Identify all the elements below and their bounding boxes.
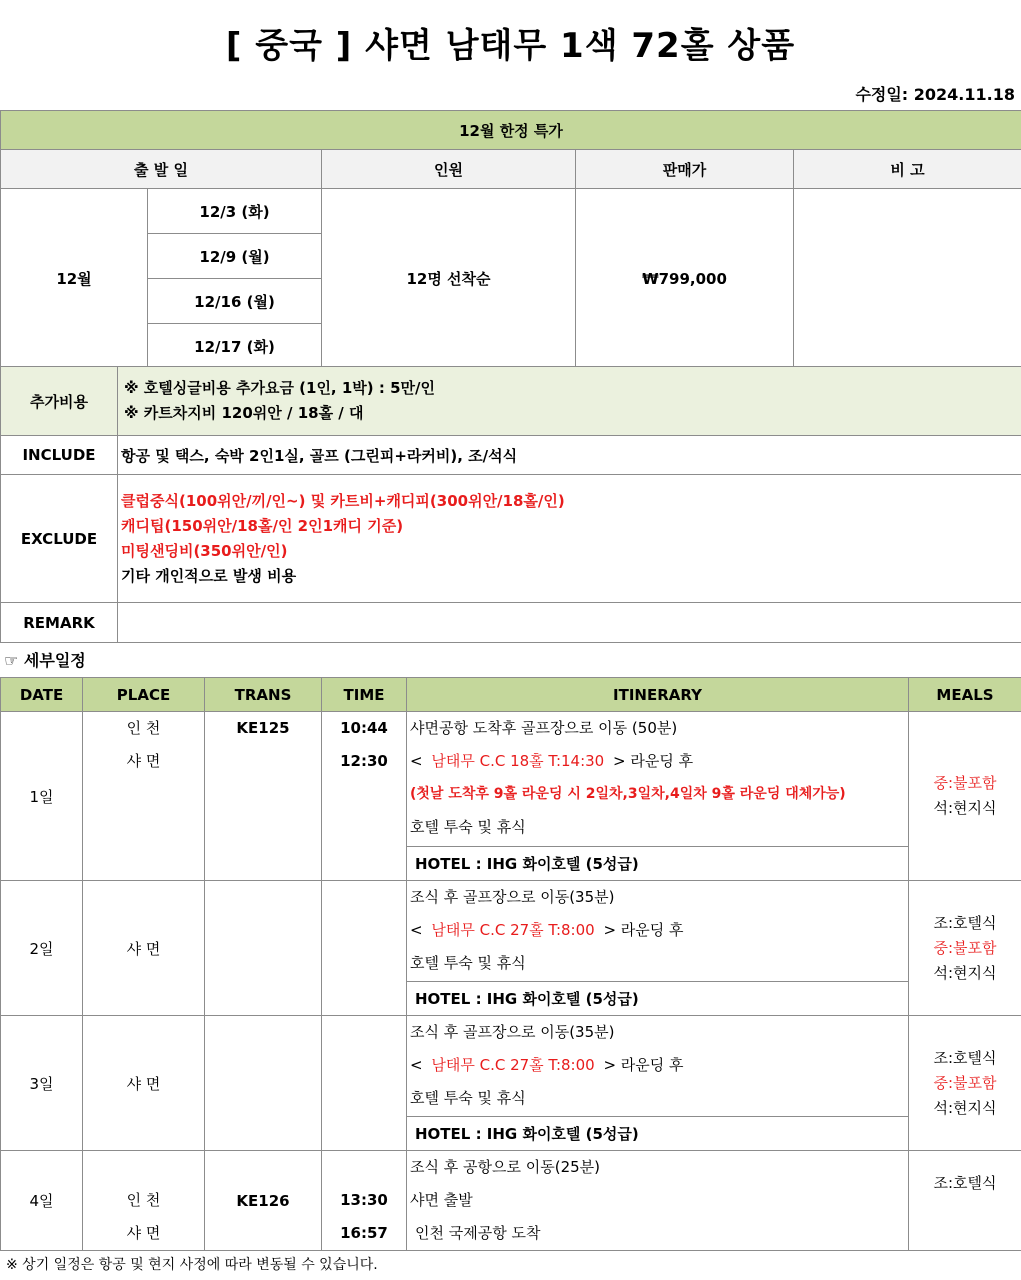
col-note: 비 고 [794, 150, 1021, 189]
day-time [322, 1151, 407, 1251]
extra-cost-text [118, 367, 1021, 436]
itin-golf-course: 남태무 C.C 27홀 T:8:00 [431, 921, 595, 939]
time-line: 16:57 [340, 1224, 388, 1242]
day-label: 3일 [1, 1016, 83, 1151]
place-line: 샤 면 [126, 752, 161, 770]
itin-bracket: < [410, 921, 423, 939]
promo-people: 12명 선착순 [322, 189, 576, 369]
exclude-label: EXCLUDE [1, 475, 118, 603]
itin-line: 인천 국제공항 도착 [415, 1224, 541, 1242]
day-place [83, 1151, 205, 1251]
extra-cost-line: ※ 호텔싱글비용 추가요금 (1인, 1박) : 5만/인 [124, 379, 435, 397]
itin-line: 호텔 투숙 및 휴식 [410, 1089, 526, 1107]
itin-golf-line [410, 1049, 908, 1082]
include-label: INCLUDE [1, 436, 118, 475]
day-meals [909, 1151, 1021, 1251]
place-line: 샤 면 [126, 1224, 161, 1242]
col-people: 인원 [322, 150, 576, 189]
day-itinerary [407, 881, 909, 982]
day-meals [909, 712, 1021, 881]
time-line: 13:30 [340, 1191, 388, 1209]
exclude-line: 기타 개인적으로 발생 비용 [121, 566, 297, 585]
extra-cost-line: ※ 카트차지비 120위안 / 18홀 / 대 [124, 404, 364, 422]
itin-golf-after: > 라운딩 후 [603, 1056, 684, 1074]
col-meals: MEALS [909, 678, 1021, 712]
day-label: 4일 [1, 1151, 83, 1251]
itin-golf-line [410, 745, 908, 778]
col-itinerary: ITINERARY [407, 678, 909, 712]
flight-code: KE126 [236, 1191, 290, 1210]
meal-line: 석:현지식 [933, 799, 997, 817]
day-place: 샤 면 [83, 881, 205, 1016]
promo-month: 12월 [1, 189, 148, 369]
time-line: 10:44 [340, 719, 388, 737]
exclude-text [118, 475, 1021, 603]
promo-header: 12월 한정 특가 [1, 111, 1021, 150]
departure-date: 12/17 (화) [148, 324, 322, 369]
meal-line: 중:불포함 [933, 774, 997, 792]
itin-golf-after: > 라운딩 후 [613, 752, 694, 770]
place-line: 인 천 [126, 1191, 161, 1209]
day-trans [205, 712, 322, 881]
day-meals [909, 881, 1021, 1016]
day-itinerary [407, 1016, 909, 1117]
day-time [322, 881, 407, 1016]
itin-golf-course: 남태무 C.C 18홀 T:14:30 [431, 752, 605, 770]
day-trans [205, 1016, 322, 1151]
itin-line: 샤면공항 도착후 골프장으로 이동 (50분) [410, 719, 678, 737]
itin-line: 샤면 출발 [410, 1191, 473, 1209]
footer-note: ※ 상기 일정은 항공 및 현지 사정에 따라 변동될 수 있습니다. [6, 1257, 378, 1273]
day-itinerary [407, 712, 909, 847]
meal-line: 중:불포함 [933, 938, 997, 957]
meal-line: 조:호텔식 [933, 913, 997, 932]
itin-line: 조식 후 골프장으로 이동(35분) [410, 888, 615, 906]
day-place: 샤 면 [83, 1016, 205, 1151]
schedule-table [0, 677, 1021, 1251]
col-departure: 출 발 일 [1, 150, 322, 189]
departure-date: 12/16 (월) [148, 279, 322, 324]
day-place [83, 712, 205, 881]
itin-golf-after: > 라운딩 후 [603, 921, 684, 939]
day-label: 1일 [1, 712, 83, 881]
flight-code: KE125 [236, 719, 290, 737]
exclude-line: 클럽중식(100위안/끼/인~) 및 카트비+캐디피(300위안/18홀/인) [121, 491, 565, 510]
modified-date: 수정일: 2024.11.18 [855, 85, 1015, 104]
col-date: DATE [1, 678, 83, 712]
itin-golf-course: 남태무 C.C 27홀 T:8:00 [431, 1056, 595, 1074]
day-meals [909, 1016, 1021, 1151]
col-time: TIME [322, 678, 407, 712]
meal-line: 조:호텔식 [933, 1048, 997, 1067]
itin-line: 호텔 투숙 및 휴식 [410, 818, 526, 836]
remark-text [118, 603, 1021, 643]
day-trans [205, 881, 322, 1016]
meal-line: 중:불포함 [933, 1073, 997, 1092]
schedule-title: ☞ 세부일정 [4, 651, 86, 670]
itin-note: (첫날 도착후 9홀 라운딩 시 2일차,3일차,4일차 9홀 라운딩 대체가능) [410, 786, 846, 802]
itin-line: 조식 후 골프장으로 이동(35분) [410, 1023, 615, 1041]
meal-line: 조:호텔식 [933, 1174, 997, 1192]
time-line: 12:30 [340, 752, 388, 770]
exclude-line: 캐디팁(150위안/18홀/인 2인1캐디 기준) [121, 516, 404, 535]
exclude-line: 미팅샌딩비(350위안/인) [121, 541, 288, 560]
itin-bracket: < [410, 1056, 423, 1074]
col-trans: TRANS [205, 678, 322, 712]
itin-line: 호텔 투숙 및 휴식 [410, 954, 526, 972]
hotel-line: HOTEL : IHG 화이호텔 (5성급) [407, 847, 909, 881]
day-label: 2일 [1, 881, 83, 1016]
promo-table [0, 110, 1021, 369]
itin-bracket: < [410, 752, 423, 770]
promo-note [794, 189, 1021, 369]
place-line: 인 천 [126, 719, 161, 737]
hotel-line: HOTEL : IHG 화이호텔 (5성급) [407, 982, 909, 1016]
departure-date: 12/9 (월) [148, 234, 322, 279]
hotel-line: HOTEL : IHG 화이호텔 (5성급) [407, 1117, 909, 1151]
page-title: [ 중국 ] 샤면 남태무 1색 72홀 상품 [225, 26, 796, 66]
itin-line: 조식 후 공항으로 이동(25분) [410, 1158, 600, 1176]
day-trans [205, 1151, 322, 1251]
meal-line: 석:현지식 [933, 1098, 997, 1117]
include-text: 항공 및 택스, 숙박 2인1실, 골프 (그린피+라커비), 조/석식 [118, 436, 1021, 475]
day-itinerary [407, 1151, 909, 1251]
departure-date: 12/3 (화) [148, 189, 322, 234]
promo-price: ₩799,000 [576, 189, 794, 369]
day-time [322, 1016, 407, 1151]
info-table [0, 366, 1021, 643]
remark-label: REMARK [1, 603, 118, 643]
extra-cost-label: 추가비용 [1, 367, 118, 436]
meal-line: 석:현지식 [933, 963, 997, 982]
day-time [322, 712, 407, 881]
col-price: 판매가 [576, 150, 794, 189]
itin-golf-line [410, 914, 908, 947]
col-place: PLACE [83, 678, 205, 712]
